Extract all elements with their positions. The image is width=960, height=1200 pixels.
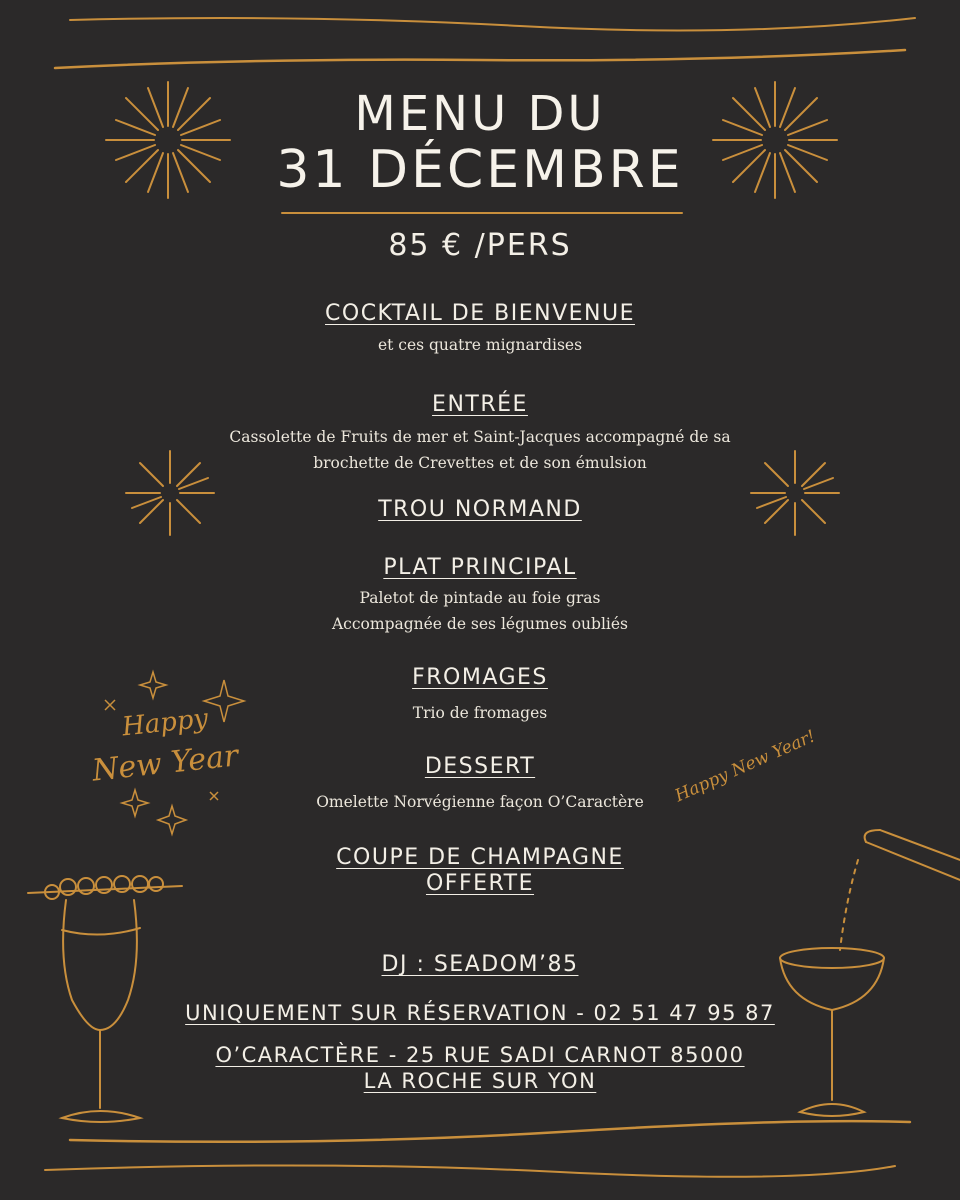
top-brush-line-2	[55, 50, 905, 68]
plat-description-line2: Accompagnée de ses légumes oubliés	[331, 615, 629, 633]
bottom-brush-line-2	[45, 1165, 895, 1176]
fromages-heading: FROMAGES	[412, 665, 548, 690]
dj-info: DJ : SEADOM’85	[381, 952, 579, 977]
happy-new-year-left-line2: New Year	[90, 738, 240, 789]
fromages-description: Trio de fromages	[412, 704, 548, 722]
menu-title-line2: 31 DÉCEMBRE	[276, 140, 684, 200]
address-line1: O’CARACTÈRE - 25 RUE SADI CARNOT 85000	[215, 1043, 745, 1067]
plat-principal-heading: PLAT PRINCIPAL	[383, 555, 577, 580]
cocktail-description: et ces quatre mignardises	[377, 336, 583, 354]
menu-price: 85 € /PERS	[388, 228, 572, 263]
entree-description-line1: Cassolette de Fruits de mer et Saint-Jacques accompagné de sa	[229, 428, 731, 446]
entree-heading: ENTRÉE	[432, 392, 528, 417]
happy-new-year-left-line1: Happy	[120, 703, 210, 743]
address-line2: LA ROCHE SUR YON	[363, 1069, 597, 1093]
top-brush-line	[70, 18, 915, 31]
champagne-heading-line2: OFFERTE	[425, 871, 535, 896]
dessert-heading: DESSERT	[424, 754, 536, 779]
entree-description-line2: brochette de Crevettes et de son émulsion	[313, 454, 647, 472]
bottom-brush-line	[70, 1121, 910, 1142]
menu-title-line1: MENU DU	[354, 86, 606, 142]
happy-new-year-right: Happy New Year!	[672, 726, 819, 807]
trou-normand-heading: TROU NORMAND	[378, 497, 582, 522]
reservation-info: UNIQUEMENT SUR RÉSERVATION - 02 51 47 95 87	[185, 1001, 775, 1025]
dessert-description: Omelette Norvégienne façon O’Caractère	[316, 793, 644, 811]
cocktail-heading: COCKTAIL DE BIENVENUE	[325, 301, 635, 326]
plat-description-line1: Paletot de pintade au foie gras	[359, 589, 601, 607]
champagne-heading-line1: COUPE DE CHAMPAGNE	[336, 845, 624, 870]
